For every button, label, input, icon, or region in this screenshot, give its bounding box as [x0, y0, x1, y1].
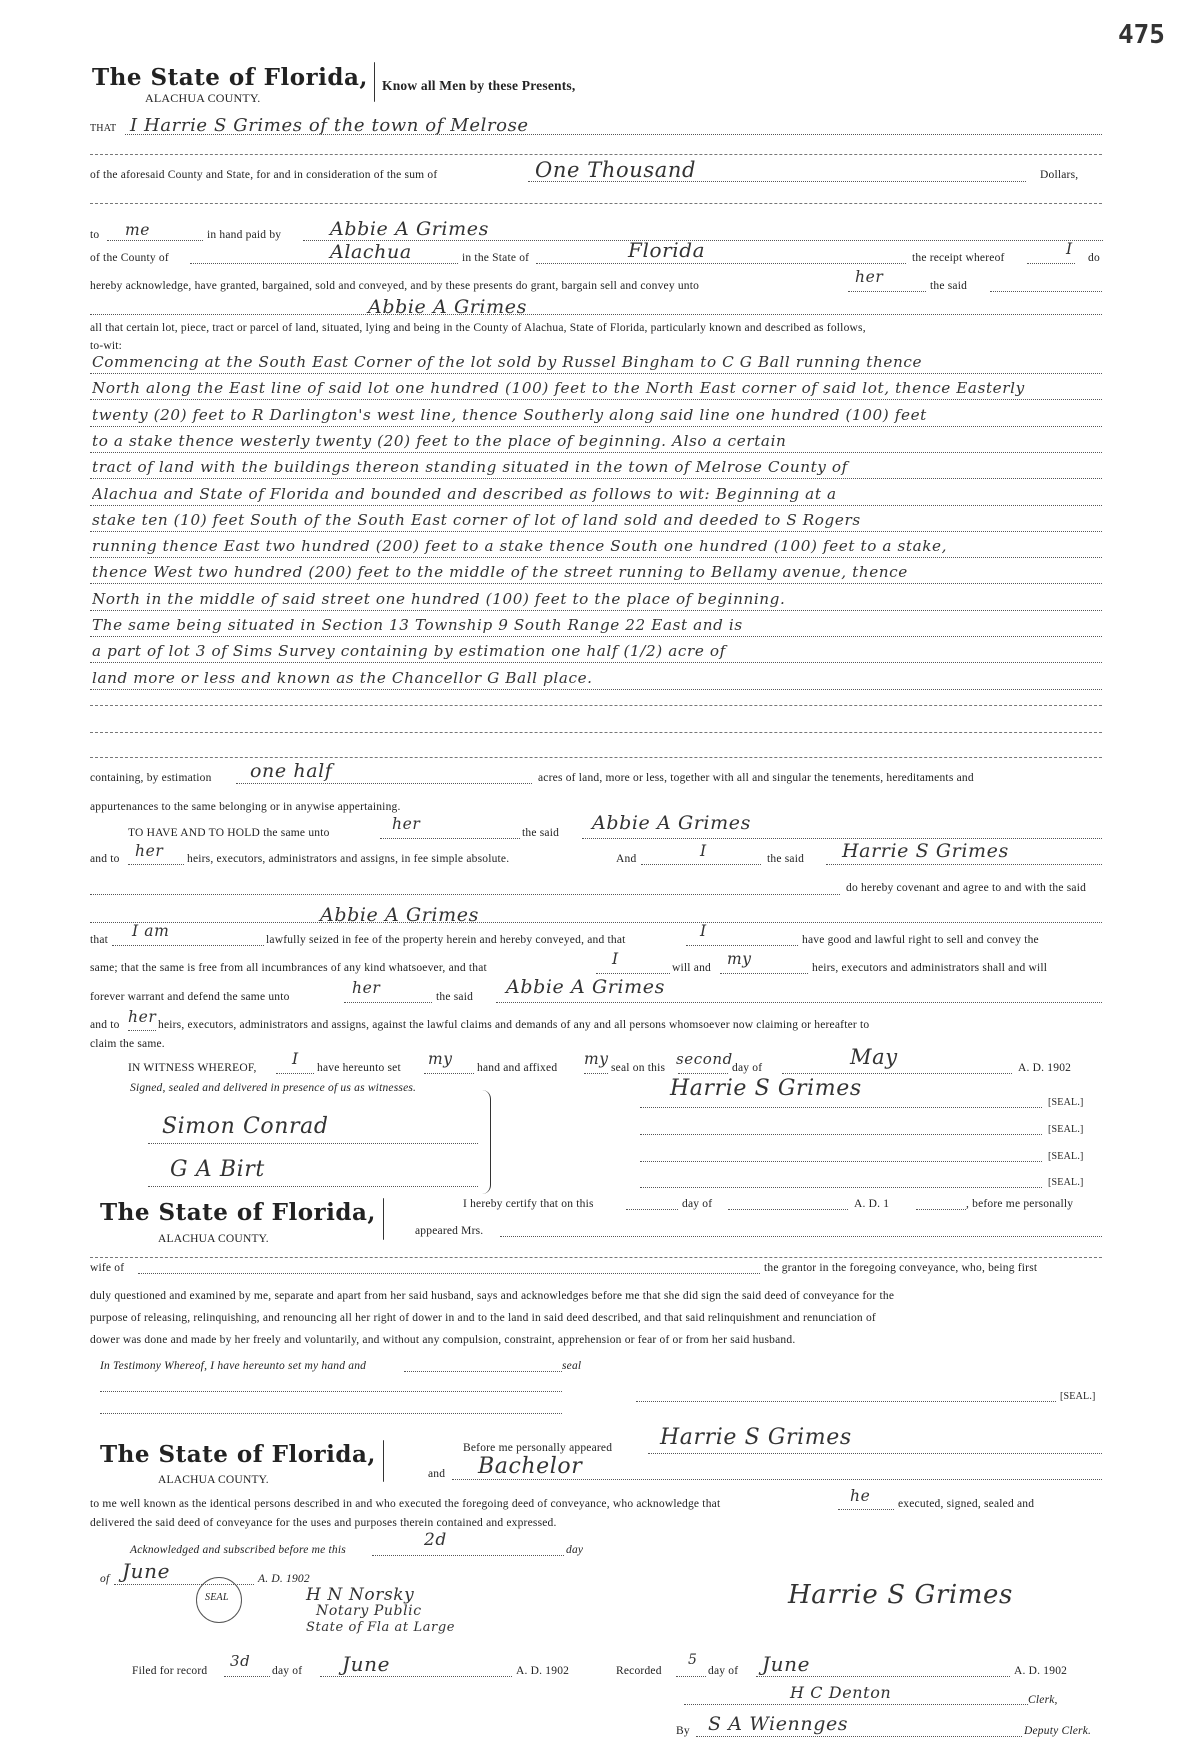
dower-certify: I hereby certify that on this [463, 1198, 594, 1210]
day-handwritten: second [676, 1050, 733, 1068]
that-label-2: that [90, 934, 109, 946]
description-line: North in the middle of said street one hundred (100) feet to the place of beginning. [92, 589, 786, 608]
containing-text: containing, by estimation [90, 772, 212, 784]
covenant-handwritten: Abbie A Grimes [320, 904, 479, 926]
heirs-handwritten: her [135, 842, 164, 860]
paid-by-label: in hand paid by [207, 229, 282, 241]
in-witness-label: IN WITNESS WHEREOF, [128, 1062, 257, 1074]
heirs-text: heirs, executors, administrators and assigns, in fee simple absolute. [187, 853, 510, 865]
description-rule [90, 557, 1102, 558]
description-rule [90, 531, 1102, 532]
description-rule [90, 505, 1102, 506]
header-brace [374, 62, 375, 102]
testimony-seal: seal [562, 1360, 582, 1372]
dower-appeared: appeared Mrs. [415, 1225, 484, 1237]
dower-day-of: day of [682, 1198, 713, 1210]
same-text: same; that the same is free from all incumbrances of any kind whatsoever, and that [90, 962, 487, 974]
known-handwritten: he [850, 1487, 871, 1505]
notary-seal [196, 1577, 242, 1623]
against-text: heirs, executors, administrators and assigns, against the lawful claims and demands of any and all persons whomsoever now claiming or hereafter to [158, 1019, 870, 1031]
and-to-label: and to [90, 853, 120, 865]
filed-month-handwritten: June [342, 1652, 391, 1676]
payer-handwritten: Abbie A Grimes [330, 218, 489, 240]
description-line: a part of lot 3 of Sims Survey containing by estimation one half (1/2) acre of [92, 642, 726, 661]
dower-brace [383, 1198, 384, 1240]
rec-day-handwritten: 5 [688, 1652, 698, 1668]
description-line: to a stake thence westerly twenty (20) feet to the place of beginning. Also a certain [92, 431, 787, 450]
state-handwritten: Florida [628, 238, 706, 262]
day-of-label: day of [732, 1062, 763, 1074]
acres-text: acres of land, more or less, together with all and singular the tenements, hereditaments and [538, 772, 974, 784]
the-said-2: the said [767, 853, 805, 865]
seal-2: [SEAL.] [1048, 1124, 1084, 1135]
description-line: North along the East line of said lot one hundred (100) feet to the North East corner of said lot, thence Easterly [92, 379, 1025, 398]
county-of-label: of the County of [90, 252, 169, 264]
description-rule [90, 426, 1102, 427]
notary-title-handwritten: Notary Public [316, 1603, 422, 1619]
recorded-label: Recorded [616, 1665, 662, 1677]
description-rule [90, 662, 1102, 663]
dower-state-title: The State of Florida, [100, 1199, 376, 1226]
description-rule [90, 636, 1102, 637]
will-and: will and [672, 962, 711, 974]
description-rule [90, 399, 1102, 400]
bachelor-handwritten: Bachelor [478, 1454, 583, 1479]
testimony-text: In Testimony Whereof, I have hereunto set my hand and [100, 1360, 367, 1372]
ack-brace [383, 1440, 384, 1482]
clerk-handwritten: H C Denton [790, 1683, 892, 1702]
known-text: to me well known as the identical persons described in and who executed the foregoing deed of conveyance, who acknowledge that [90, 1498, 721, 1510]
will-i-handwritten: I [612, 950, 619, 968]
description-rule [90, 373, 1102, 374]
state-of-label: in the State of [462, 252, 530, 264]
county-handwritten: Alachua [330, 241, 412, 263]
appurtenances-text: appurtenances to the same belonging or in anywise appertaining. [90, 801, 401, 813]
description-rule [90, 478, 1102, 479]
witness-1-signature: Simon Conrad [162, 1114, 329, 1139]
iw-i-handwritten: I [292, 1050, 299, 1068]
heirs-exec-text: heirs, executors and administrators shall and will [812, 962, 1048, 974]
and-to-label-2: and to [90, 1019, 120, 1031]
month-handwritten: May [850, 1045, 898, 1069]
notary-state-handwritten: State of Fla at Large [306, 1620, 456, 1635]
county-label: ALACHUA COUNTY. [145, 91, 261, 105]
description-line: The same being situated in Section 13 Township 9 South Range 22 East and is [92, 616, 743, 634]
ack-state-title: The State of Florida, [100, 1441, 376, 1468]
my-handwritten: my [727, 950, 752, 968]
wife-grantor-text: the grantor in the foregoing conveyance, who, being first [764, 1262, 1038, 1274]
filed-label: Filed for record [132, 1665, 208, 1677]
have-set-label: have hereunto set [317, 1062, 401, 1074]
state-title: The State of Florida, [92, 64, 368, 91]
dower-para-1: duly questioned and examined by me, separate and apart from her said husband, says and acknowledges before me that she did sign the said deed of conveyance for the [90, 1290, 895, 1302]
description-line: stake ten (10) feet South of the South East corner of lot of land sold and deeded to S Rogers [92, 510, 861, 529]
description-line: land more or less and known as the Chancellor G Ball place. [92, 668, 593, 687]
good-right-text: have good and lawful right to sell and convey the [802, 934, 1039, 946]
ack-day-handwritten: 2d [424, 1530, 447, 1550]
to-handwritten: me [125, 221, 151, 239]
seal-3: [SEAL.] [1048, 1151, 1084, 1162]
seized-text: lawfully seized in fee of the property herein and hereby conveyed, and that [266, 934, 626, 946]
grant-text: hereby acknowledge, have granted, bargained, sold and conveyed, and by these presents do grant, bargain sell and convey unto [90, 280, 700, 292]
forever-said: the said [436, 991, 474, 1003]
ack-month-handwritten: June [122, 1559, 171, 1583]
seal-on-label: seal on this [611, 1062, 666, 1074]
clerk-label: Clerk, [1028, 1694, 1058, 1706]
before-me-handwritten: Harrie S Grimes [660, 1425, 852, 1450]
before-me-text: Before me personally appeared [463, 1442, 613, 1454]
description-intro: all that certain lot, piece, tract or parcel of land, situated, lying and being in the County of Alachua, State of Florida, particularly known and described as follows, [90, 322, 866, 334]
wife-of-label: wife of [90, 1262, 125, 1274]
description-rule [90, 689, 1102, 690]
hand-affixed-label: hand and affixed [477, 1062, 558, 1074]
description-line: Commencing at the South East Corner of the lot sold by Russel Bingham to C G Ball running thence [92, 353, 923, 371]
ack-ad: A. D. 1902 [258, 1573, 310, 1585]
habendum-said: the said [522, 827, 560, 839]
do-label: do [1088, 252, 1100, 264]
dower-ad: A. D. 1 [854, 1198, 890, 1210]
dollars-label: Dollars, [1040, 169, 1079, 181]
dower-para-3: dower was done and made by her freely and voluntarily, and without any compulsion, constraint, apprehension or fear of or from her said husband. [90, 1334, 796, 1346]
set-my-handwritten: my [428, 1050, 453, 1068]
seized-i-handwritten: I [700, 922, 707, 940]
dower-county: ALACHUA COUNTY. [158, 1233, 269, 1245]
ack-county: ALACHUA COUNTY. [158, 1474, 269, 1486]
description-line: tract of land with the buildings thereon standing situated in the town of Melrose County of [92, 458, 848, 477]
to-wit-label: to-wit: [90, 340, 123, 352]
by-label: By [676, 1725, 690, 1737]
description-line: thence West two hundred (200) feet to the middle of the street running to Bellamy avenue, thence [92, 563, 908, 582]
description-rule [90, 583, 1102, 584]
to-label: to [90, 229, 100, 241]
habendum-unto-handwritten: her [392, 815, 421, 833]
ack-subscribed: Acknowledged and subscribed before me this [130, 1544, 346, 1556]
description-rule [90, 452, 1102, 453]
signed-presence: Signed, sealed and delivered in presence of us as witnesses. [130, 1082, 417, 1094]
filed-day-handwritten: 3d [230, 1652, 251, 1670]
notary-seal-label: SEAL [205, 1592, 229, 1603]
witness-brace [482, 1090, 491, 1194]
containing-handwritten: one half [250, 760, 333, 782]
description-line: twenty (20) feet to R Darlington's west line, thence Southerly along said line one hundred (100) feet [92, 405, 927, 424]
grant-unto-handwritten: her [855, 268, 884, 286]
covenant-text: do hereby covenant and agree to and with the said [846, 882, 1087, 894]
and-i-handwritten: I [700, 842, 707, 860]
filed-ad: A. D. 1902 [516, 1665, 570, 1677]
description-rule [90, 610, 1102, 611]
habendum-grantee-handwritten: Abbie A Grimes [592, 812, 751, 834]
receipt-handwritten: I [1066, 240, 1073, 258]
ad-label: A. D. 1902 [1018, 1062, 1072, 1074]
ack-day: day [566, 1544, 584, 1556]
deputy-handwritten: S A Wiennges [708, 1713, 849, 1735]
filed-day-of: day of [272, 1665, 303, 1677]
i-am-handwritten: I am [132, 922, 170, 940]
forever-unto-handwritten: her [352, 979, 381, 997]
affixed-my-handwritten: my [584, 1050, 609, 1068]
know-all-men: Know all Men by these Presents, [382, 78, 576, 93]
dower-para-2: purpose of releasing, relinquishing, and renouncing all her right of dower in and to the land in said deed described, and that said relinquishment and renunciation of [90, 1312, 876, 1324]
ack-grantor-signature: Harrie S Grimes [788, 1580, 1013, 1610]
habendum-text: TO HAVE AND TO HOLD the same unto [128, 827, 330, 839]
grantee-handwritten: Abbie A Grimes [368, 296, 527, 318]
witness-2-signature: G A Birt [170, 1157, 265, 1182]
seal-1: [SEAL.] [1048, 1097, 1084, 1108]
amount-handwritten: One Thousand [535, 158, 697, 182]
seal-4: [SEAL.] [1048, 1177, 1084, 1188]
claim-text: claim the same. [90, 1038, 165, 1050]
that-label: THAT [90, 123, 117, 134]
habendum-grantor-handwritten: Harrie S Grimes [842, 840, 1009, 862]
deputy-label: Deputy Clerk. [1024, 1725, 1092, 1737]
receipt-label: the receipt whereof [912, 252, 1005, 264]
grantor-name-handwritten: I Harrie S Grimes of the town of Melrose [130, 115, 529, 136]
and-to-handwritten: her [128, 1008, 157, 1026]
rec-day-of: day of [708, 1665, 739, 1677]
known-text-2: executed, signed, sealed and [898, 1498, 1035, 1510]
page-number: 475 [1118, 20, 1165, 50]
rec-month-handwritten: June [762, 1652, 811, 1676]
ack-of: of [100, 1573, 110, 1585]
and-label: And [616, 853, 637, 865]
notary-name-handwritten: H N Norsky [306, 1585, 415, 1605]
delivered-text: delivered the said deed of conveyance for the uses and purposes therein contained and expressed. [90, 1517, 557, 1529]
dower-before-me: , before me personally [966, 1198, 1074, 1210]
description-line: Alachua and State of Florida and bounded and described as follows to wit: Beginning at a [92, 484, 837, 503]
forever-grantee-handwritten: Abbie A Grimes [506, 976, 665, 998]
the-said-label: the said [930, 280, 968, 292]
grantor-signature: Harrie S Grimes [670, 1076, 862, 1101]
forever-text: forever warrant and defend the same unto [90, 991, 290, 1003]
consideration-text: of the aforesaid County and State, for and in consideration of the sum of [90, 169, 438, 181]
description-line: running thence East two hundred (200) feet to a stake thence South one hundred (100) feet to a stake, [92, 537, 948, 556]
rec-ad: A. D. 1902 [1014, 1665, 1068, 1677]
dower-seal: [SEAL.] [1060, 1391, 1096, 1402]
and-label-ack: and [428, 1468, 446, 1480]
